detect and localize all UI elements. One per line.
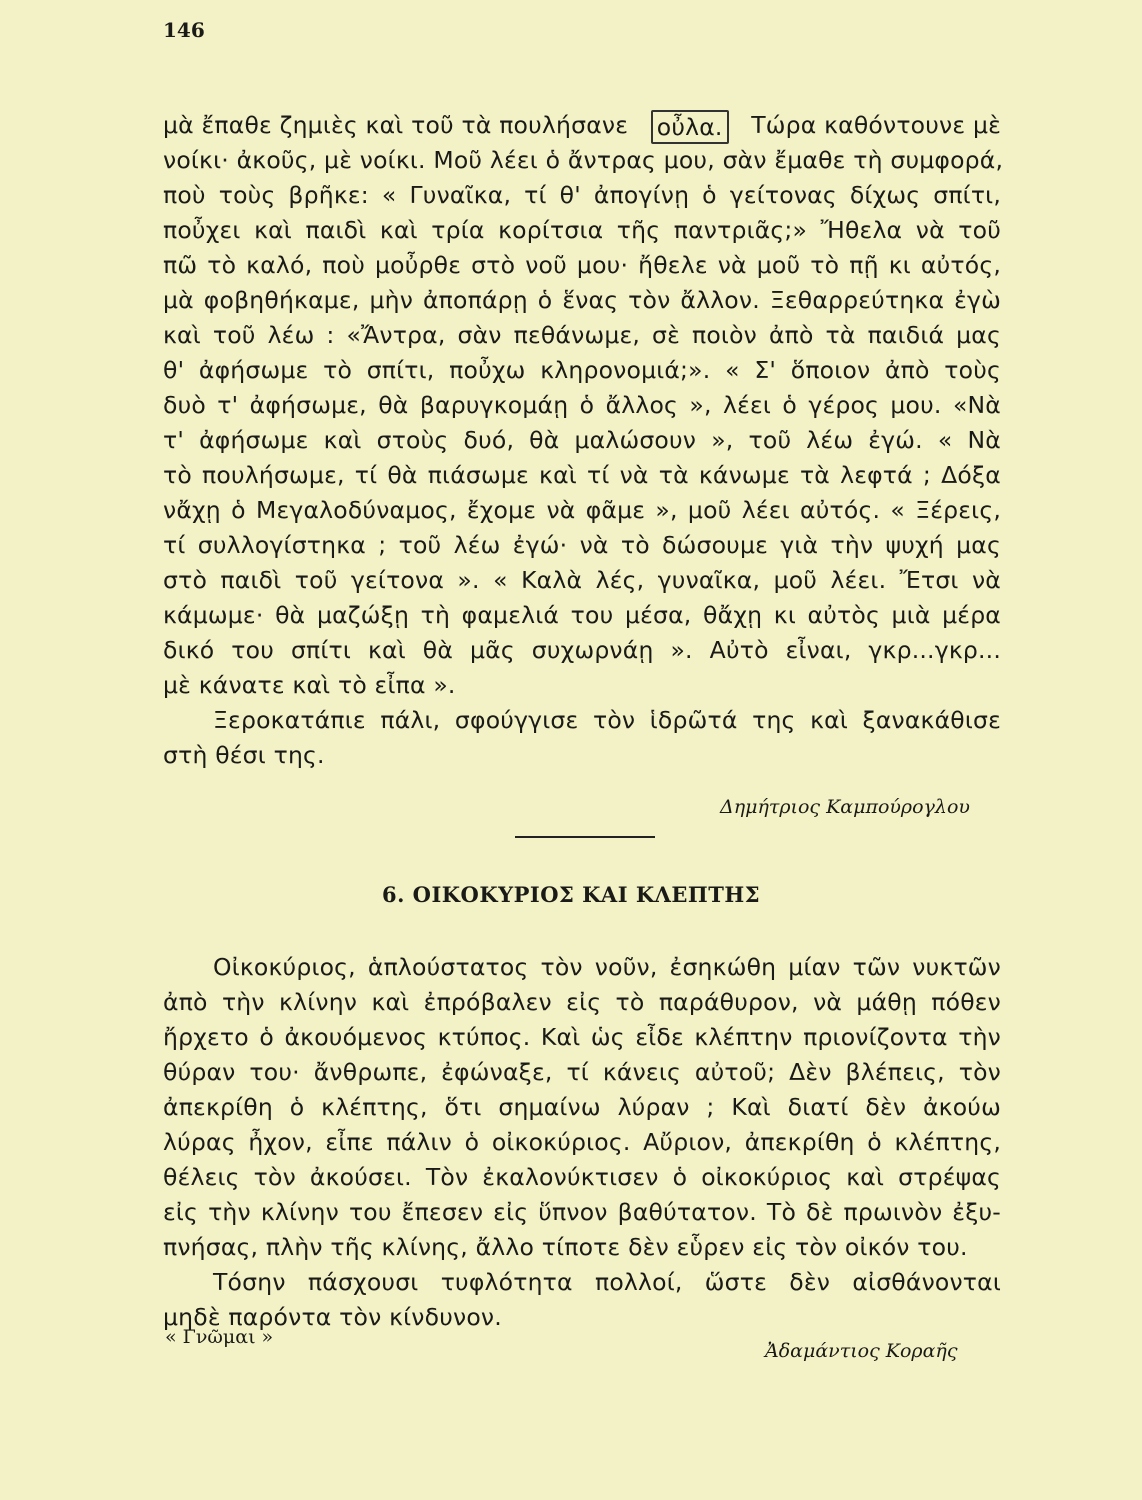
text-line: τί συλλογίστηκα ; τοῦ λέω ἐγώ· νὰ τὸ δώσουμε γιὰ τὴν ψυχή μας xyxy=(163,531,1001,559)
text-line: μηδὲ παρόντα τὸν κίνδυνον. xyxy=(163,1303,502,1331)
text-line: στὴ θέσι της. xyxy=(163,741,325,769)
text-line: θέλεις τὸν ἀκούσει. Τὸν ἐκαλονύκτισεν ὁ οἰκοκύριος καὶ στρέψας xyxy=(163,1163,1001,1191)
text-line: Τόσην πάσχουσι τυφλότητα πολλοί, ὥστε δὲν αἰσθάνονται xyxy=(213,1268,1001,1296)
text-line: τὸ πουλήσωμε, τί θὰ πιάσωμε καὶ τί νὰ τὰ κάνωμε τὰ λεφτά ; Δόξα xyxy=(163,461,1001,489)
text-fragment: μὰ ἔπαθε ζημιὲς καὶ τοῦ τὰ πουλήσανε xyxy=(163,111,629,139)
text-line: κάμωμε· θὰ μαζώξῃ τὴ φαμελιά του μέσα, θἄχῃ κι αὐτὸς μιὰ μέρα xyxy=(163,601,1001,629)
text-line: πνήσας, πλὴν τῆς κλίνης, ἄλλο τίποτε δὲν εὗρεν εἰς τὸν οἰκόν του. xyxy=(163,1233,968,1261)
text-line: θ' ἀφήσωμε τὸ σπίτι, ποὖχω κληρονομιά;». « Σ' ὅποιον ἀπὸ τοὺς xyxy=(163,356,1001,384)
section-heading: 6. ΟΙΚΟΚΥΡΙΟΣ ΚΑΙ ΚΛΕΠΤΗΣ xyxy=(381,882,761,907)
text-line: καὶ τοῦ λέω : «Ἄντρα, σὰν πεθάνωμε, σὲ ποιὸν ἀπὸ τὰ παιδιά μας xyxy=(163,321,1001,349)
author-signature: Δημήτριος Καμπούρογλου xyxy=(720,796,970,818)
text-line: νοίκι· ἀκοῦς, μὲ νοίκι. Μοῦ λέει ὁ ἄντρας μου, σὰν ἔμαθε τὴ συμφορά, xyxy=(163,146,1004,174)
text-line: στὸ παιδὶ τοῦ γείτονα ». « Καλὰ λές, γυναῖκα, μοῦ λέει. Ἔτσι νὰ xyxy=(163,566,1001,594)
text-line: νἄχῃ ὁ Μεγαλοδύναμος, ἔχομε νὰ φᾶμε », μοῦ λέει αὐτός. « Ξέρεις, xyxy=(163,496,1001,524)
text-line: Ξεροκατάπιε πάλι, σφούγγισε τὸν ἱδρῶτά της καὶ ξανακάθισε xyxy=(213,706,1001,734)
text-line: Οἰκοκύριος, ἁπλούστατος τὸν νοῦν, ἐσηκώθη μίαν τῶν νυκτῶν xyxy=(213,953,1001,981)
text-line: θύραν του· ἄνθρωπε, ἐφώναξε, τί κάνεις αὐτοῦ; Δὲν βλέπεις, τὸν xyxy=(163,1058,1001,1086)
text-line: ἤρχετο ὁ ἀκουόμενος κτύπος. Καὶ ὡς εἶδε κλέπτην πριονίζοντα τὴν xyxy=(163,1023,1001,1051)
source-citation: « Γνῶμαι » xyxy=(165,1326,274,1348)
section-separator xyxy=(515,836,655,838)
text-line: μὰ φοβηθήκαμε, μὴν ἀποπάρῃ ὁ ἕνας τὸν ἄλλον. Ξεθαρρεύτηκα ἐγὼ xyxy=(163,286,1001,314)
text-line: εἰς τὴν κλίνην του ἔπεσεν εἰς ὕπνον βαθύτατον. Τὸ δὲ πρωινὸν ἐξυ- xyxy=(163,1198,1001,1226)
text-line: τ' ἀφήσωμε καὶ στοὺς δυό, θὰ μαλώσουν », τοῦ λέω ἐγώ. « Νὰ xyxy=(163,426,1001,454)
text-line: δυὸ τ' ἀφήσωμε, θὰ βαρυγκομάῃ ὁ ἄλλος », λέει ὁ γέρος μου. «Νὰ xyxy=(163,391,1001,419)
text-line: ἀπὸ τὴν κλίνην καὶ ἐπρόβαλεν εἰς τὸ παράθυρον, νὰ μάθῃ πόθεν xyxy=(163,988,1001,1016)
text-line: ποὖχει καὶ παιδὶ καὶ τρία κορίτσια τῆς παντριᾶς;» Ἤθελα νὰ τοῦ xyxy=(163,216,1001,244)
author-signature: Ἀδαμάντιος Κοραῆς xyxy=(765,1340,958,1362)
text-line: μὲ κάνατε καὶ τὸ εἶπα ». xyxy=(163,671,456,699)
text-line xyxy=(163,110,1001,144)
text-line: δικό του σπίτι καὶ θὰ μᾶς συχωρνάῃ ». Αὐτὸ εἶναι, γκρ...γκρ... xyxy=(163,636,1001,664)
text-line: ποὺ τοὺς βρῆκε: « Γυναῖκα, τί θ' ἀπογίνῃ ὁ γείτονας δίχως σπίτι, xyxy=(163,181,1001,209)
boxed-word: οὖλα. xyxy=(651,110,729,144)
text-fragment: Τώρα καθόντουνε μὲ xyxy=(751,111,1001,139)
page-number: 146 xyxy=(163,18,205,42)
text-line: ἀπεκρίθη ὁ κλέπτης, ὅτι σημαίνω λύραν ; Καὶ διατί δὲν ἀκούω xyxy=(163,1093,1001,1121)
text-line: πῶ τὸ καλό, ποὺ μοὖρθε στὸ νοῦ μου· ἤθελε νὰ μοῦ τὸ πῇ κι αὐτός, xyxy=(163,251,1001,279)
text-line: λύρας ἦχον, εἶπε πάλιν ὁ οἰκοκύριος. Αὔριον, ἀπεκρίθη ὁ κλέπτης, xyxy=(163,1128,1001,1156)
